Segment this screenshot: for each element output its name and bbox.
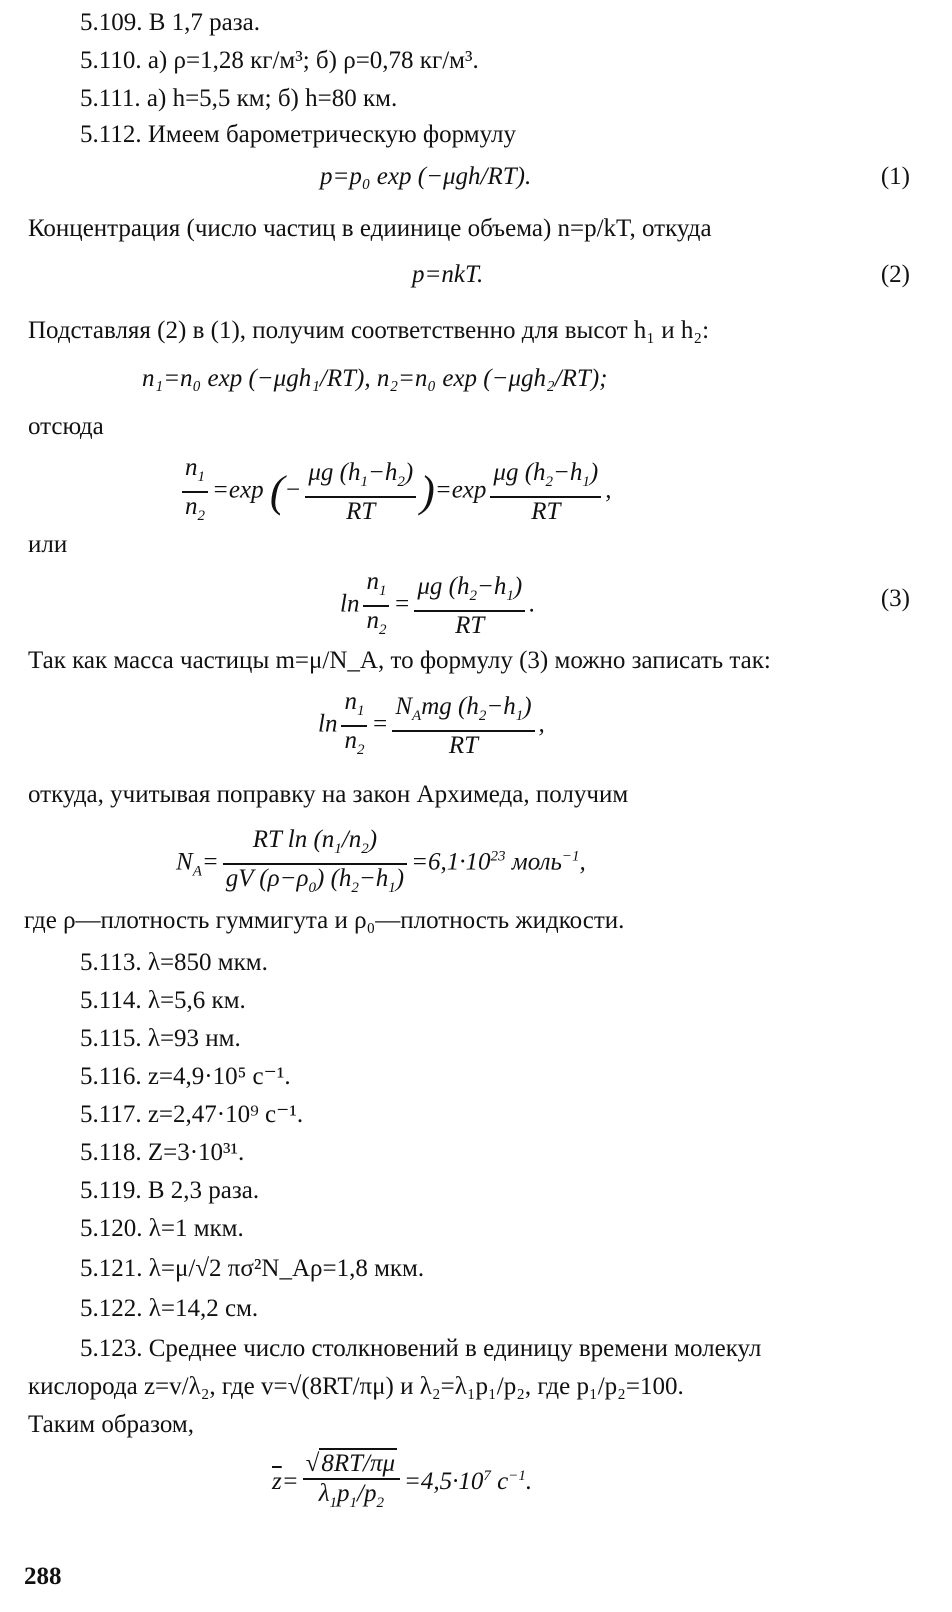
avogadro-result: $N_A=$ $\frac{RT \ln (n_1/n_2)}{gV (\rho-\rho_0) (h_2-h_1)}$ $=6,1\cdot 10^{23}$ моль$^{-1}$,: [176, 826, 586, 896]
answer-5-121: 5.121. λ=μ/√2 πσ²N_Aρ=1,8 мкм.: [80, 1255, 425, 1282]
equation-2-number: (2): [880, 261, 910, 288]
answer-5-123-line3: Таким образом,: [28, 1411, 194, 1438]
otsyuda-word: отсюда: [28, 413, 104, 440]
answer-5-117: 5.117. z=2,47·10⁹ с⁻¹.: [80, 1101, 304, 1128]
equation-ln-na: ln $\frac{n_1}{n_2}$ = $\frac{N_Amg (h_2-h_1)}{RT}$ ,: [318, 688, 545, 759]
ratio-equation: $\frac{n_1}{n_2}$ =exp (− $\frac{\mu g (h_1-h_2)}{RT}$ )=exp $\frac{\mu g (h_2-h_1)}{RT}$ ,: [178, 454, 611, 530]
answer-5-115: 5.115. λ=93 нм.: [80, 1025, 241, 1052]
answer-5-110: 5.110. а) ρ=1,28 кг/м³; б) ρ=0,78 кг/м³.: [80, 47, 479, 74]
where-text: где ρ—плотность гуммигута и ρ₀—плотность жидкости.: [24, 907, 625, 934]
answer-5-113: 5.113. λ=850 мкм.: [80, 949, 268, 976]
answer-5-111: 5.111. а) h=5,5 км; б) h=80 км.: [80, 85, 398, 112]
equation-1-number: (1): [880, 163, 910, 190]
archimedes-text: откуда, учитывая поправку на закон Архимеда, получим: [28, 781, 629, 808]
answer-5-119: 5.119. В 2,3 раза.: [80, 1177, 260, 1204]
page-number: 288: [24, 1563, 62, 1590]
collision-frequency-result: $\overline{z}=$ $\frac{√8RT/\pi\mu}{\overline{\lambda}_1p_1/p_2}$ $=4,5\cdot 10^7$ $с^{-1}$.: [272, 1450, 533, 1511]
answer-5-109: 5.109. В 1,7 раза.: [80, 9, 260, 36]
substitution-text: Подставляя (2) в (1), получим соответственно для высот h₁ и h₂:: [28, 317, 710, 344]
answer-5-123-line1: 5.123. Среднее число столкновений в единицу времени молекул: [80, 1335, 762, 1362]
answer-5-122: 5.122. λ=14,2 см.: [80, 1295, 259, 1322]
answer-5-118: 5.118. Z=3·10³¹.: [80, 1139, 245, 1166]
answer-5-116: 5.116. z=4,9·10⁵ с⁻¹.: [80, 1063, 291, 1090]
equation-n1-n2: n₁=n₀ exp (−μgh₁/RT), n₂=n₀ exp (−μgh₂/RT);: [142, 365, 608, 392]
answer-5-112-intro: 5.112. Имеем барометрическую формулу: [80, 121, 516, 148]
equation-2: p=nkT.: [412, 261, 484, 288]
answer-5-123-line2: кислорода z=v/λ₂, где v=√(8RT/πμ) и λ₂=λ₁p₁/p₂, где p₁/p₂=100.: [28, 1373, 684, 1400]
equation-1: p=p₀ exp (−μgh/RT).: [320, 163, 532, 190]
answer-5-120: 5.120. λ=1 мкм.: [80, 1215, 244, 1242]
equation-3: ln $\frac{n_1}{n_2}$ = $\frac{\mu g (h_2-h_1)}{RT}$ .: [340, 568, 536, 639]
ili-word: или: [28, 531, 68, 558]
mass-text: Так как масса частицы m=μ/N_A, то формулу (3) можно записать так:: [28, 647, 771, 674]
equation-3-number: (3): [880, 585, 910, 612]
answer-5-114: 5.114. λ=5,6 км.: [80, 987, 246, 1014]
concentration-text: Концентрация (число частиц в едиинице объема) n=p/kT, откуда: [28, 215, 712, 242]
